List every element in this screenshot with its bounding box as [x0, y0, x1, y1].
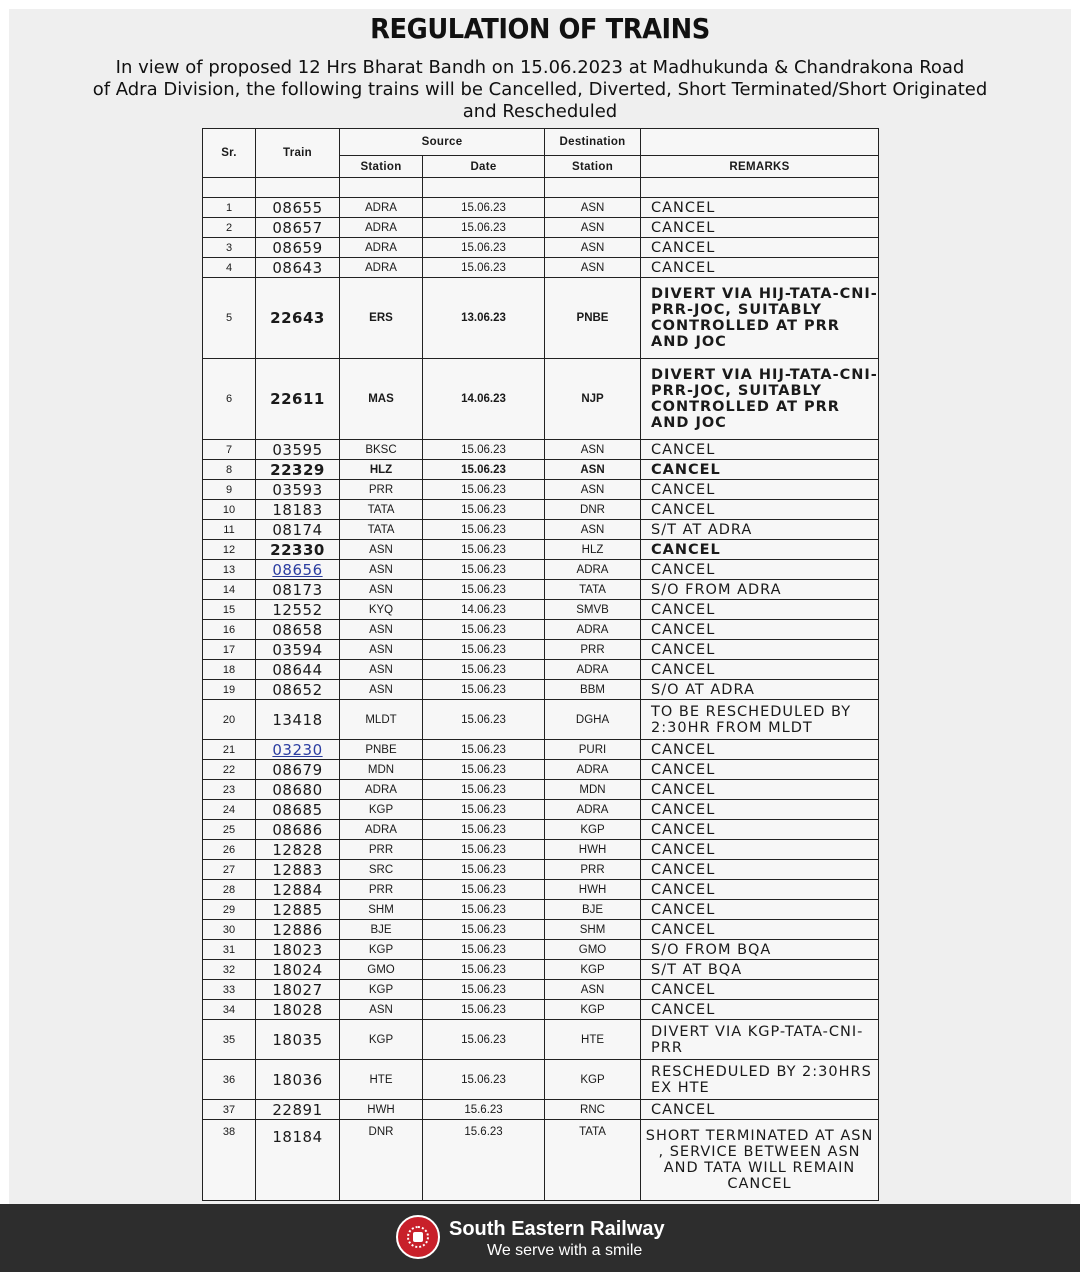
cell-source-station: GMO [340, 960, 423, 980]
cell-sr: 10 [203, 500, 256, 520]
cell-remarks: S/O AT ADRA [641, 680, 879, 700]
cell-source-station: ADRA [340, 238, 423, 258]
table-row [203, 460, 879, 480]
table-row [203, 258, 879, 278]
cell-sr: 18 [203, 660, 256, 680]
cell-destination-station: PRR [545, 860, 641, 880]
cell-remarks: CANCEL [641, 218, 879, 238]
header-source-date: Date [423, 156, 545, 178]
cell-source-date: 15.06.23 [423, 500, 545, 520]
cell-train: 22329 [256, 460, 340, 480]
cell-destination-station: ADRA [545, 620, 641, 640]
cell-destination-station: ASN [545, 198, 641, 218]
cell-source-date: 15.6.23 [423, 1100, 545, 1120]
table-row [203, 640, 879, 660]
regulation-table [202, 128, 879, 1201]
table-row [203, 780, 879, 800]
cell-remarks: CANCEL [641, 840, 879, 860]
cell-source-station: ADRA [340, 780, 423, 800]
cell-source-station: MDN [340, 760, 423, 780]
cell-destination-station: ASN [545, 460, 641, 480]
cell-remarks: CANCEL [641, 540, 879, 560]
cell-remarks: CANCEL [641, 500, 879, 520]
cell-sr: 27 [203, 860, 256, 880]
table-row [203, 700, 879, 740]
cell-sr: 34 [203, 1000, 256, 1020]
table-row [203, 1100, 879, 1120]
cell-destination-station: HWH [545, 840, 641, 860]
cell-source-station: BKSC [340, 440, 423, 460]
cell-destination-station: BJE [545, 900, 641, 920]
cell-source-date: 15.06.23 [423, 800, 545, 820]
cell-destination-station: RNC [545, 1100, 641, 1120]
cell-train: 08680 [256, 780, 340, 800]
cell-sr: 38 [203, 1120, 256, 1201]
header-remarks-top [641, 129, 879, 156]
cell-train: 08655 [256, 198, 340, 218]
cell-source-station: ADRA [340, 218, 423, 238]
cell-source-station: ASN [340, 540, 423, 560]
cell-source-date: 15.06.23 [423, 580, 545, 600]
cell-sr: 14 [203, 580, 256, 600]
cell-sr: 16 [203, 620, 256, 640]
cell-sr: 22 [203, 760, 256, 780]
cell-source-station: PRR [340, 840, 423, 860]
cell-train: 12828 [256, 840, 340, 860]
table-row [203, 278, 879, 359]
table-row [203, 680, 879, 700]
cell-remarks: CANCEL [641, 900, 879, 920]
header-train: Train [256, 129, 340, 178]
cell-destination-station: ASN [545, 238, 641, 258]
cell-destination-station: DNR [545, 500, 641, 520]
cell-source-date: 15.06.23 [423, 640, 545, 660]
cell-train: 12886 [256, 920, 340, 940]
cell-remarks: CANCEL [641, 880, 879, 900]
cell-destination-station: TATA [545, 1120, 641, 1201]
cell-destination-station: SMVB [545, 600, 641, 620]
cell-sr: 1 [203, 198, 256, 218]
cell-source-station: MAS [340, 359, 423, 440]
cell-destination-station: MDN [545, 780, 641, 800]
cell-destination-station: HTE [545, 1020, 641, 1060]
table-row [203, 980, 879, 1000]
cell-remarks: CANCEL [641, 198, 879, 218]
cell-remarks: CANCEL [641, 560, 879, 580]
cell-source-station: ASN [340, 640, 423, 660]
cell-source-station: ASN [340, 660, 423, 680]
cell-sr: 17 [203, 640, 256, 660]
cell-destination-station: ADRA [545, 560, 641, 580]
cell-destination-station: ASN [545, 218, 641, 238]
cell-destination-station: ASN [545, 980, 641, 1000]
cell-source-station: TATA [340, 520, 423, 540]
table-row [203, 580, 879, 600]
cell-sr: 36 [203, 1060, 256, 1100]
cell-source-station: PRR [340, 480, 423, 500]
table-row [203, 940, 879, 960]
cell-remarks: CANCEL [641, 820, 879, 840]
cell-source-station: ASN [340, 560, 423, 580]
cell-source-date: 15.06.23 [423, 198, 545, 218]
cell-sr: 29 [203, 900, 256, 920]
spacer-row [203, 178, 879, 198]
footer-bar [0, 1204, 1080, 1272]
cell-destination-station: DGHA [545, 700, 641, 740]
cell-source-date: 15.06.23 [423, 520, 545, 540]
cell-remarks: CANCEL [641, 760, 879, 780]
cell-destination-station: HWH [545, 880, 641, 900]
cell-destination-station: KGP [545, 1060, 641, 1100]
cell-remarks: DIVERT VIA KGP-TATA-CNI-PRR [641, 1020, 879, 1060]
table-row [203, 740, 879, 760]
cell-source-station: BJE [340, 920, 423, 940]
cell-sr: 37 [203, 1100, 256, 1120]
cell-destination-station: ASN [545, 440, 641, 460]
cell-source-station: KGP [340, 940, 423, 960]
cell-train: 08685 [256, 800, 340, 820]
cell-train: 22330 [256, 540, 340, 560]
cell-source-date: 15.06.23 [423, 960, 545, 980]
cell-source-station: ASN [340, 580, 423, 600]
cell-sr: 30 [203, 920, 256, 940]
cell-source-date: 15.06.23 [423, 560, 545, 580]
cell-source-date: 15.06.23 [423, 460, 545, 480]
table-row [203, 760, 879, 780]
cell-source-date: 15.6.23 [423, 1120, 545, 1201]
table-row [203, 880, 879, 900]
cell-destination-station: ADRA [545, 660, 641, 680]
cell-train: 08658 [256, 620, 340, 640]
cell-source-station: PNBE [340, 740, 423, 760]
cell-source-date: 15.06.23 [423, 238, 545, 258]
table-row [203, 960, 879, 980]
cell-sr: 24 [203, 800, 256, 820]
cell-remarks: S/T AT ADRA [641, 520, 879, 540]
cell-remarks: DIVERT VIA HIJ-TATA-CNI-PRR-JOC, SUITABLY CONTROLLED AT PRR AND JOC [641, 278, 879, 359]
cell-train: 08644 [256, 660, 340, 680]
cell-train: 08657 [256, 218, 340, 238]
cell-source-station: ADRA [340, 820, 423, 840]
cell-source-station: DNR [340, 1120, 423, 1201]
cell-source-date: 15.06.23 [423, 660, 545, 680]
header-sr: Sr. [203, 129, 256, 178]
cell-train: 18024 [256, 960, 340, 980]
cell-source-date: 15.06.23 [423, 820, 545, 840]
cell-source-date: 15.06.23 [423, 860, 545, 880]
cell-sr: 26 [203, 840, 256, 860]
cell-remarks: CANCEL [641, 460, 879, 480]
cell-train: 08173 [256, 580, 340, 600]
cell-remarks: CANCEL [641, 440, 879, 460]
cell-source-date: 15.06.23 [423, 940, 545, 960]
cell-sr: 35 [203, 1020, 256, 1060]
cell-source-station: KGP [340, 1020, 423, 1060]
cell-source-date: 15.06.23 [423, 740, 545, 760]
cell-destination-station: BBM [545, 680, 641, 700]
cell-source-station: KGP [340, 980, 423, 1000]
cell-remarks: DIVERT VIA HIJ-TATA-CNI-PRR-JOC, SUITABLY CONTROLLED AT PRR AND JOC [641, 359, 879, 440]
cell-source-date: 15.06.23 [423, 1020, 545, 1060]
cell-destination-station: ASN [545, 520, 641, 540]
cell-train: 08659 [256, 238, 340, 258]
table-row [203, 520, 879, 540]
cell-remarks: RESCHEDULED BY 2:30HRS EX HTE [641, 1060, 879, 1100]
subtitle-line-2: of Adra Division, the following trains will be Cancelled, Diverted, Short Terminated/Short Originated [92, 79, 988, 100]
table-row [203, 440, 879, 460]
cell-remarks: CANCEL [641, 780, 879, 800]
cell-sr: 3 [203, 238, 256, 258]
table-row [203, 860, 879, 880]
cell-destination-station: NJP [545, 359, 641, 440]
subtitle-line-3: and Rescheduled [462, 101, 618, 122]
cell-source-station: HLZ [340, 460, 423, 480]
table-row [203, 660, 879, 680]
header-source: Source [340, 129, 545, 156]
cell-train: 08679 [256, 760, 340, 780]
cell-destination-station: PURI [545, 740, 641, 760]
cell-source-station: HTE [340, 1060, 423, 1100]
cell-source-date: 15.06.23 [423, 880, 545, 900]
cell-destination-station: ASN [545, 480, 641, 500]
cell-remarks: CANCEL [641, 660, 879, 680]
cell-source-station: TATA [340, 500, 423, 520]
page-subtitle [60, 57, 1020, 123]
cell-sr: 7 [203, 440, 256, 460]
cell-source-date: 15.06.23 [423, 620, 545, 640]
cell-source-date: 15.06.23 [423, 218, 545, 238]
table-row [203, 540, 879, 560]
table-row [203, 560, 879, 580]
cell-sr: 20 [203, 700, 256, 740]
cell-source-station: ASN [340, 620, 423, 640]
cell-train: 12884 [256, 880, 340, 900]
cell-remarks: CANCEL [641, 1000, 879, 1020]
header-destination-station: Station [545, 156, 641, 178]
cell-source-station: PRR [340, 880, 423, 900]
cell-source-date: 15.06.23 [423, 920, 545, 940]
cell-sr: 32 [203, 960, 256, 980]
cell-sr: 31 [203, 940, 256, 960]
table-row [203, 840, 879, 860]
header-destination: Destination [545, 129, 641, 156]
cell-sr: 23 [203, 780, 256, 800]
cell-remarks: S/O FROM BQA [641, 940, 879, 960]
table-row [203, 480, 879, 500]
cell-source-station: KYQ [340, 600, 423, 620]
cell-source-date: 15.06.23 [423, 680, 545, 700]
subtitle-line-1: In view of proposed 12 Hrs Bharat Bandh on 15.06.2023 at Madhukunda & Chandrakona Road [115, 57, 965, 78]
cell-remarks: CANCEL [641, 1100, 879, 1120]
cell-train: 22643 [256, 278, 340, 359]
table-row [203, 198, 879, 218]
cell-source-date: 14.06.23 [423, 359, 545, 440]
table-row [203, 1020, 879, 1060]
table-row [203, 1120, 879, 1201]
cell-remarks: CANCEL [641, 740, 879, 760]
table-row [203, 820, 879, 840]
cell-destination-station: TATA [545, 580, 641, 600]
cell-sr: 2 [203, 218, 256, 238]
cell-source-date: 15.06.23 [423, 440, 545, 460]
cell-remarks: CANCEL [641, 258, 879, 278]
table-row [203, 600, 879, 620]
cell-source-date: 15.06.23 [423, 1000, 545, 1020]
cell-train: 03593 [256, 480, 340, 500]
cell-source-date: 15.06.23 [423, 780, 545, 800]
cell-remarks: CANCEL [641, 980, 879, 1000]
cell-sr: 13 [203, 560, 256, 580]
cell-destination-station: KGP [545, 960, 641, 980]
cell-source-station: ERS [340, 278, 423, 359]
cell-sr: 25 [203, 820, 256, 840]
cell-destination-station: ADRA [545, 800, 641, 820]
cell-train: 12883 [256, 860, 340, 880]
cell-source-date: 14.06.23 [423, 600, 545, 620]
cell-destination-station: KGP [545, 820, 641, 840]
cell-train: 13418 [256, 700, 340, 740]
cell-remarks: S/T AT BQA [641, 960, 879, 980]
table-row [203, 359, 879, 440]
cell-train: 18036 [256, 1060, 340, 1100]
cell-remarks: CANCEL [641, 920, 879, 940]
cell-destination-station: SHM [545, 920, 641, 940]
cell-source-date: 15.06.23 [423, 540, 545, 560]
cell-sr: 21 [203, 740, 256, 760]
table-row [203, 1060, 879, 1100]
cell-train: 03230 [256, 740, 340, 760]
cell-sr: 6 [203, 359, 256, 440]
cell-train: 18027 [256, 980, 340, 1000]
cell-train: 18184 [256, 1120, 340, 1201]
cell-sr: 12 [203, 540, 256, 560]
cell-source-date: 15.06.23 [423, 840, 545, 860]
cell-source-station: ADRA [340, 198, 423, 218]
table-row [203, 920, 879, 940]
railway-logo-icon [396, 1215, 440, 1259]
cell-destination-station: ADRA [545, 760, 641, 780]
cell-remarks: CANCEL [641, 480, 879, 500]
cell-train: 18023 [256, 940, 340, 960]
cell-train: 12552 [256, 600, 340, 620]
table-row [203, 500, 879, 520]
cell-remarks: CANCEL [641, 238, 879, 258]
cell-sr: 8 [203, 460, 256, 480]
cell-destination-station: PNBE [545, 278, 641, 359]
cell-source-date: 13.06.23 [423, 278, 545, 359]
cell-sr: 9 [203, 480, 256, 500]
cell-train: 03594 [256, 640, 340, 660]
organization-tagline: We serve with a smile [487, 1242, 643, 1259]
cell-destination-station: HLZ [545, 540, 641, 560]
cell-train: 08174 [256, 520, 340, 540]
cell-source-station: MLDT [340, 700, 423, 740]
cell-source-date: 15.06.23 [423, 700, 545, 740]
cell-source-station: SHM [340, 900, 423, 920]
organization-name: South Eastern Railway [449, 1218, 665, 1240]
cell-destination-station: ASN [545, 258, 641, 278]
cell-remarks: CANCEL [641, 620, 879, 640]
table-body [203, 198, 879, 1201]
header-remarks: REMARKS [641, 156, 879, 178]
cell-sr: 33 [203, 980, 256, 1000]
cell-train: 18035 [256, 1020, 340, 1060]
page-title: REGULATION OF TRAINS [370, 12, 710, 45]
cell-source-date: 15.06.23 [423, 1060, 545, 1100]
cell-sr: 28 [203, 880, 256, 900]
cell-sr: 4 [203, 258, 256, 278]
cell-train: 18028 [256, 1000, 340, 1020]
cell-remarks: SHORT TERMINATED AT ASN , SERVICE BETWEEN ASN AND TATA WILL REMAIN CANCEL [641, 1120, 879, 1201]
cell-source-station: ADRA [340, 258, 423, 278]
cell-sr: 15 [203, 600, 256, 620]
cell-train: 08643 [256, 258, 340, 278]
cell-train: 22611 [256, 359, 340, 440]
cell-source-date: 15.06.23 [423, 258, 545, 278]
cell-remarks: CANCEL [641, 640, 879, 660]
cell-source-date: 15.06.23 [423, 980, 545, 1000]
table-row [203, 800, 879, 820]
cell-train: 03595 [256, 440, 340, 460]
table-row [203, 218, 879, 238]
cell-remarks: TO BE RESCHEDULED BY 2:30HR FROM MLDT [641, 700, 879, 740]
cell-source-station: KGP [340, 800, 423, 820]
table-row [203, 900, 879, 920]
table-row [203, 238, 879, 258]
cell-sr: 19 [203, 680, 256, 700]
cell-remarks: CANCEL [641, 860, 879, 880]
table-row [203, 620, 879, 640]
table-row [203, 1000, 879, 1020]
cell-remarks: CANCEL [641, 600, 879, 620]
cell-source-station: SRC [340, 860, 423, 880]
cell-train: 08652 [256, 680, 340, 700]
cell-train: 08686 [256, 820, 340, 840]
cell-train: 12885 [256, 900, 340, 920]
cell-sr: 5 [203, 278, 256, 359]
cell-destination-station: PRR [545, 640, 641, 660]
cell-destination-station: KGP [545, 1000, 641, 1020]
cell-train: 22891 [256, 1100, 340, 1120]
cell-remarks: CANCEL [641, 800, 879, 820]
cell-source-station: ASN [340, 680, 423, 700]
cell-remarks: S/O FROM ADRA [641, 580, 879, 600]
header-source-station: Station [340, 156, 423, 178]
cell-train: 18183 [256, 500, 340, 520]
cell-source-date: 15.06.23 [423, 900, 545, 920]
cell-source-station: HWH [340, 1100, 423, 1120]
cell-source-date: 15.06.23 [423, 760, 545, 780]
cell-source-date: 15.06.23 [423, 480, 545, 500]
cell-sr: 11 [203, 520, 256, 540]
cell-destination-station: GMO [545, 940, 641, 960]
cell-train: 08656 [256, 560, 340, 580]
cell-source-station: ASN [340, 1000, 423, 1020]
